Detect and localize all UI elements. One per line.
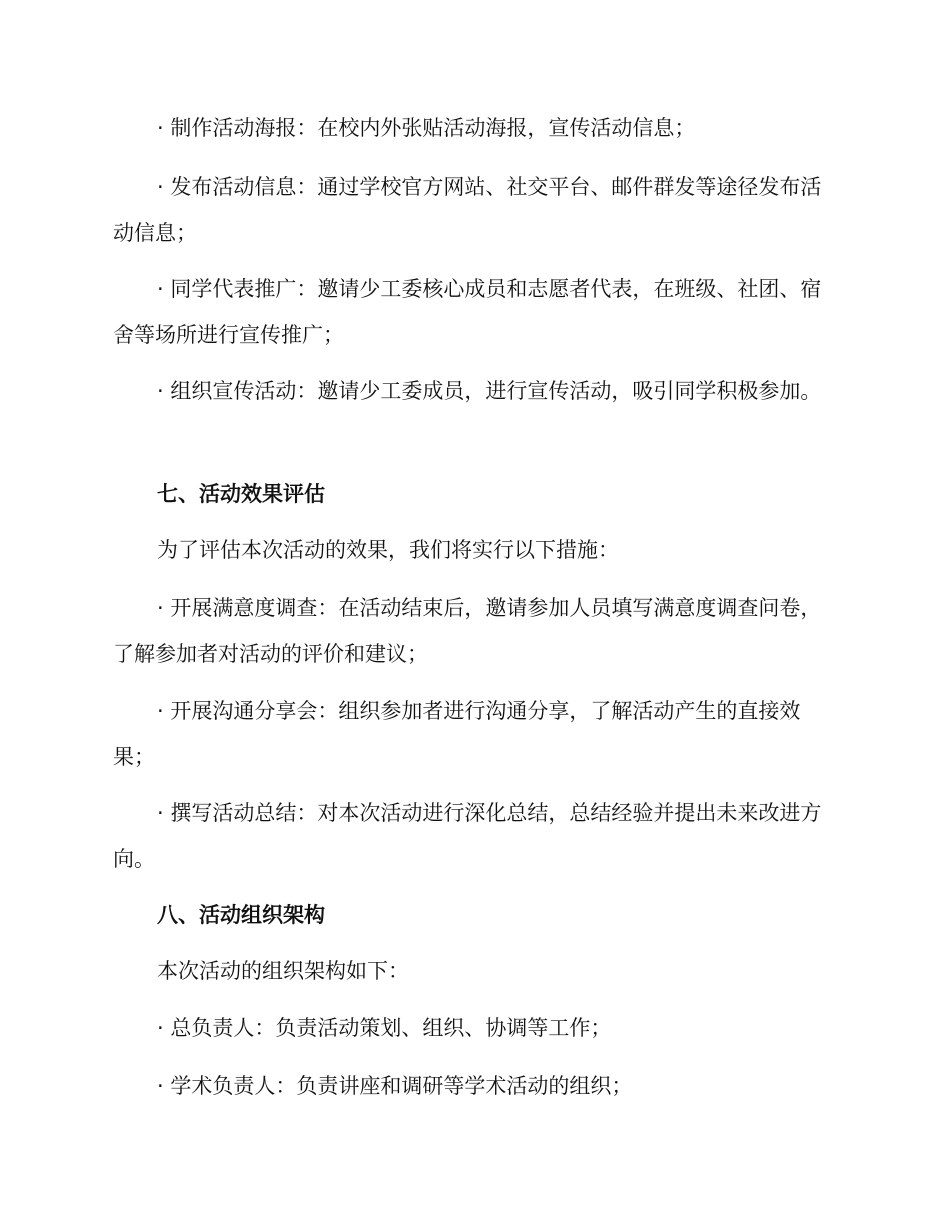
bullet-write-summary: · 撰写活动总结：对本次活动进行深化总结，总结经验并提出未来改进方向。 — [113, 801, 822, 871]
organization-intro: 本次活动的组织架构如下： — [157, 959, 409, 983]
bullet-academic-lead: · 学术负责人：负责讲座和调研等学术活动的组织； — [157, 1074, 633, 1098]
bullet-sharing-session: · 开展沟通分享会：组织参加者进行沟通分享，了解活动产生的直接效果； — [113, 699, 801, 769]
bullet-publish-info: · 发布活动信息：通过学校官方网站、社交平台、邮件群发等途径发布活动信息； — [113, 175, 822, 245]
bullet-student-promotion: · 同学代表推广：邀请少工委核心成员和志愿者代表，在班级、社团、宿舍等场所进行宣传推广； — [113, 277, 822, 347]
section-heading-organization: 八、活动组织架构 — [157, 903, 325, 927]
bullet-organize-campaign: · 组织宣传活动：邀请少工委成员，进行宣传活动，吸引同学积极参加。 — [157, 379, 822, 403]
bullet-make-poster: · 制作活动海报：在校内外张贴活动海报，宣传活动信息； — [157, 116, 696, 140]
bullet-general-lead: · 总负责人：负责活动策划、组织、协调等工作； — [157, 1016, 612, 1040]
evaluation-intro: 为了评估本次活动的效果，我们将实行以下措施： — [157, 538, 619, 562]
bullet-satisfaction-survey: · 开展满意度调查：在活动结束后，邀请参加人员填写满意度调查问卷，了解参加者对活动的评价和建议； — [113, 596, 822, 666]
section-heading-evaluation: 七、活动效果评估 — [157, 482, 325, 506]
